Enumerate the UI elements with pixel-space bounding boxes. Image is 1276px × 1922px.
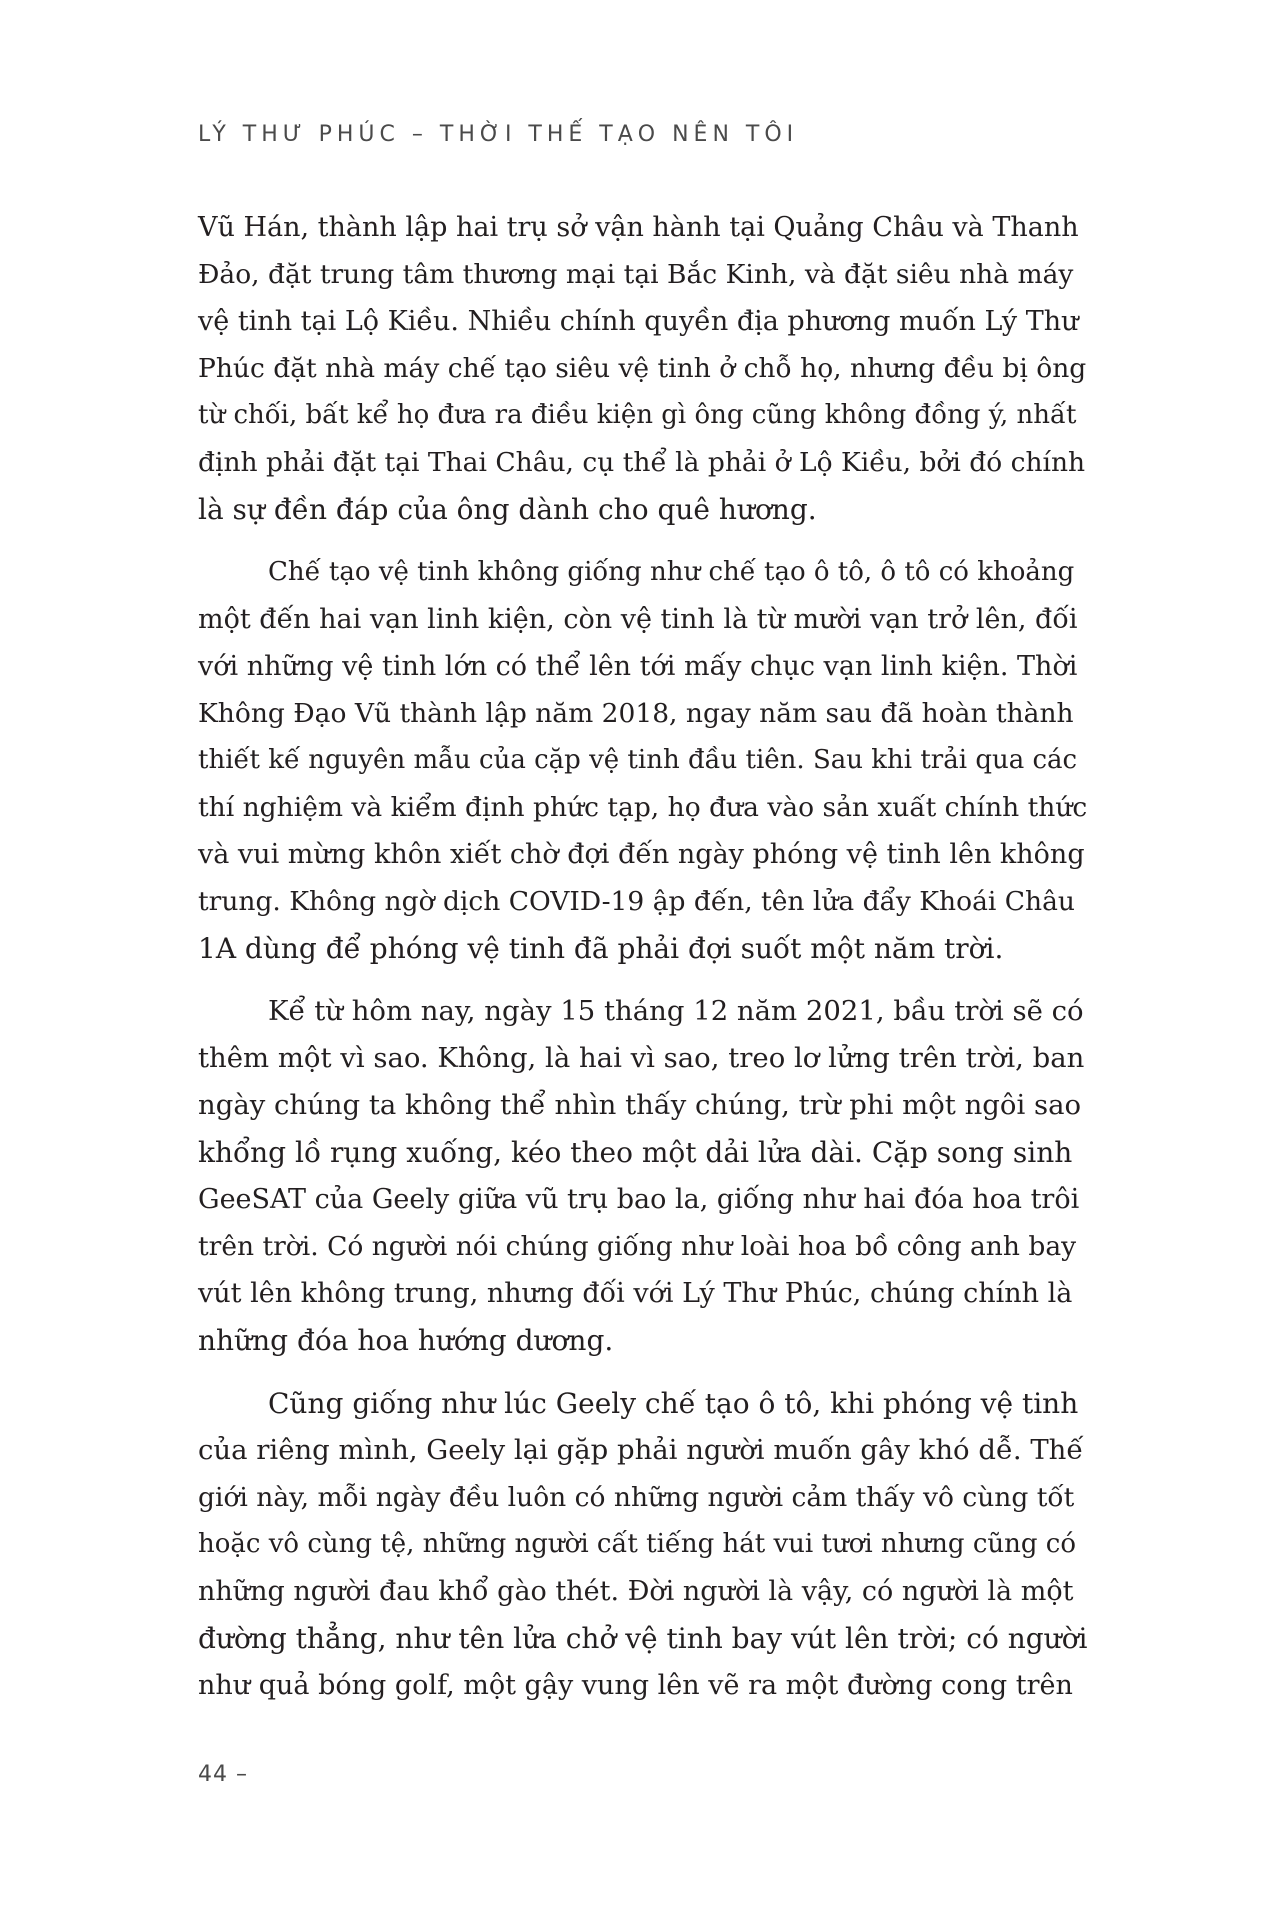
text-line: thiết kế nguyên mẫu của cặp vệ tinh đầu tiên. Sau khi trải qua các	[198, 745, 1078, 775]
text-line: Không Đạo Vũ thành lập năm 2018, ngay năm sau đã hoàn thành	[198, 698, 1074, 729]
text-line: từ chối, bất kể họ đưa ra điều kiện gì ông cũng không đồng ý, nhất	[198, 400, 1077, 430]
text-line: với những vệ tinh lớn có thể lên tới mấy chục vạn linh kiện. Thời	[198, 651, 1078, 682]
text-line: những đóa hoa hướng dương.	[198, 1324, 614, 1357]
text-line: khổng lồ rụng xuống, kéo theo một dải lửa dài. Cặp song sinh	[198, 1136, 1073, 1169]
text-line: GeeSAT của Geely giữa vũ trụ bao la, giống như hai đóa hoa trôi	[198, 1184, 1080, 1215]
text-line: giới này, mỗi ngày đều luôn có những người cảm thấy vô cùng tốt	[198, 1482, 1075, 1513]
paragraph	[198, 1380, 1088, 1709]
paragraph-gap	[198, 972, 1088, 988]
running-header: LÝ THƯ PHÚC – THỜI THẾ TẠO NÊN TÔI	[198, 122, 799, 147]
text-line: thí nghiệm và kiểm định phức tạp, họ đưa vào sản xuất chính thức	[198, 792, 1088, 823]
text-line: trên trời. Có người nói chúng giống như loài hoa bồ công anh bay	[198, 1231, 1077, 1262]
text-line: là sự đền đáp của ông dành cho quê hương.	[198, 493, 817, 526]
text-line: hoặc vô cùng tệ, những người cất tiếng hát vui tươi nhưng cũng có	[198, 1529, 1076, 1559]
paragraph	[198, 988, 1088, 1364]
text-line: vút lên không trung, nhưng đối với Lý Thư Phúc, chúng chính là	[198, 1278, 1073, 1309]
text-line: một đến hai vạn linh kiện, còn vệ tinh là từ mười vạn trở lên, đối	[198, 604, 1078, 635]
page-number: 44 –	[198, 1762, 248, 1787]
text-line: của riêng mình, Geely lại gặp phải người muốn gây khó dễ. Thế	[198, 1434, 1084, 1466]
paragraph	[198, 204, 1088, 533]
text-line: Cũng giống như lúc Geely chế tạo ô tô, khi phóng vệ tinh	[268, 1387, 1079, 1420]
text-line: như quả bóng golf, một gậy vung lên vẽ ra một đường cong trên	[198, 1670, 1073, 1701]
text-line: Kể từ hôm nay, ngày 15 tháng 12 năm 2021, bầu trời sẽ có	[268, 995, 1084, 1027]
text-line: định phải đặt tại Thai Châu, cụ thể là phải ở Lộ Kiều, bởi đó chính	[198, 447, 1086, 478]
text-line: 1A dùng để phóng vệ tinh đã phải đợi suốt một năm trời.	[198, 932, 1004, 965]
text-line: và vui mừng khôn xiết chờ đợi đến ngày phóng vệ tinh lên không	[198, 839, 1085, 870]
paragraph-gap	[198, 1364, 1088, 1380]
text-line: ngày chúng ta không thể nhìn thấy chúng, trừ phi một ngôi sao	[198, 1089, 1082, 1121]
text-line: những người đau khổ gào thét. Đời người là vậy, có người là một	[198, 1576, 1074, 1607]
body-text	[198, 204, 1088, 1709]
text-line: vệ tinh tại Lộ Kiều. Nhiều chính quyền địa phương muốn Lý Thư	[198, 306, 1079, 337]
text-line: đường thẳng, như tên lửa chở vệ tinh bay vút lên trời; có người	[198, 1622, 1088, 1655]
paragraph-gap	[198, 533, 1088, 549]
text-line: Phúc đặt nhà máy chế tạo siêu vệ tinh ở chỗ họ, nhưng đều bị ông	[198, 353, 1087, 384]
paragraph	[198, 549, 1088, 972]
text-line: thêm một vì sao. Không, là hai vì sao, treo lơ lửng trên trời, ban	[198, 1042, 1085, 1074]
text-line: Chế tạo vệ tinh không giống như chế tạo ô tô, ô tô có khoảng	[268, 557, 1075, 587]
text-line: trung. Không ngờ dịch COVID-19 ập đến, tên lửa đẩy Khoái Châu	[198, 886, 1075, 917]
text-line: Vũ Hán, thành lập hai trụ sở vận hành tại Quảng Châu và Thanh	[198, 212, 1079, 243]
text-line: Đảo, đặt trung tâm thương mại tại Bắc Kinh, và đặt siêu nhà máy	[198, 259, 1074, 290]
